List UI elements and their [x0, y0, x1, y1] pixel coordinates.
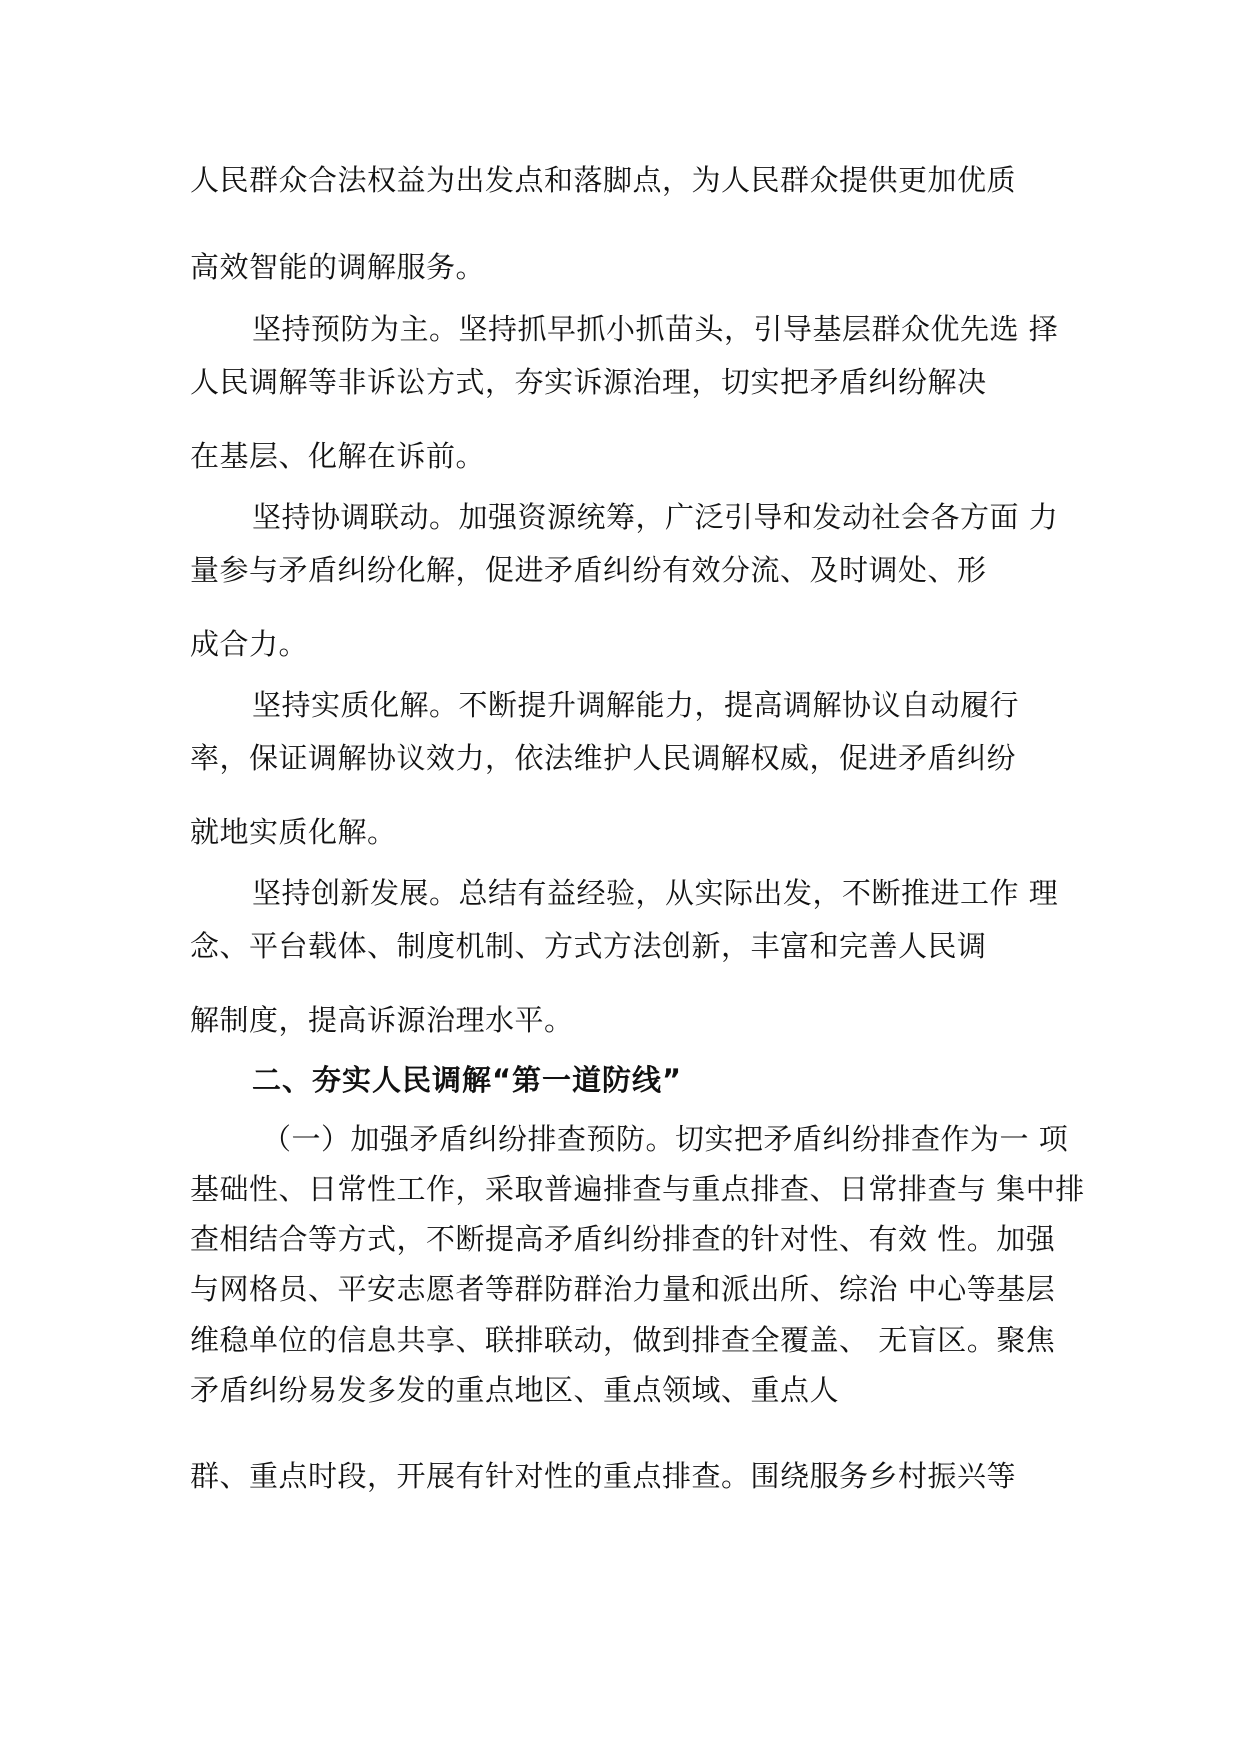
- paragraph-line: 就地实质化解。: [190, 815, 397, 849]
- paragraph-line: 人民调解等非诉讼方式，夯实诉源治理，切实把矛盾纠纷解决: [190, 365, 987, 399]
- paragraph-line: 人民群众合法权益为出发点和落脚点，为人民群众提供更加优质: [190, 163, 1017, 197]
- paragraph-line: 解制度，提高诉源治理水平。: [190, 1003, 574, 1037]
- paragraph-line: 维稳单位的信息共享、联排联动，做到排查全覆盖、 无盲区。聚焦: [190, 1323, 1056, 1357]
- paragraph-line: 坚持协调联动。加强资源统筹，广泛引导和发动社会各方面 力: [252, 500, 1059, 534]
- paragraph-line: 率，保证调解协议效力，依法维护人民调解权威，促进矛盾纠纷: [190, 741, 1017, 775]
- paragraph-line: 矛盾纠纷易发多发的重点地区、重点领域、重点人: [190, 1373, 840, 1407]
- paragraph-line: 在基层、化解在诉前。: [190, 439, 486, 473]
- paragraph-line: 群、重点时段，开展有针对性的重点排查。围绕服务乡村振兴等: [190, 1459, 1017, 1493]
- paragraph-line: 成合力。: [190, 627, 309, 661]
- paragraph-line: 查相结合等方式，不断提高矛盾纠纷排查的针对性、有效 性。加强: [190, 1222, 1056, 1256]
- paragraph-line: 坚持创新发展。总结有益经验，从实际出发，不断推进工作 理: [252, 876, 1059, 910]
- paragraph-line: （一）加强矛盾纠纷排查预防。切实把矛盾纠纷排查作为一 项: [262, 1122, 1069, 1156]
- paragraph-line: 基础性、日常性工作，采取普遍排查与重点排查、日常排查与 集中排: [190, 1172, 1085, 1206]
- paragraph-line: 坚持实质化解。不断提升调解能力，提高调解协议自动履行: [252, 688, 1020, 722]
- paragraph-line: 念、平台载体、制度机制、方式方法创新，丰富和完善人民调: [190, 929, 987, 963]
- section-heading: 二、夯实人民调解“第一道防线”: [252, 1063, 683, 1097]
- paragraph-line: 坚持预防为主。坚持抓早抓小抓苗头，引导基层群众优先选 择: [252, 312, 1059, 346]
- paragraph-line: 与网格员、平安志愿者等群防群治力量和派出所、综治 中心等基层: [190, 1272, 1056, 1306]
- paragraph-line: 高效智能的调解服务。: [190, 250, 486, 284]
- paragraph-line: 量参与矛盾纠纷化解，促进矛盾纠纷有效分流、及时调处、形: [190, 553, 987, 587]
